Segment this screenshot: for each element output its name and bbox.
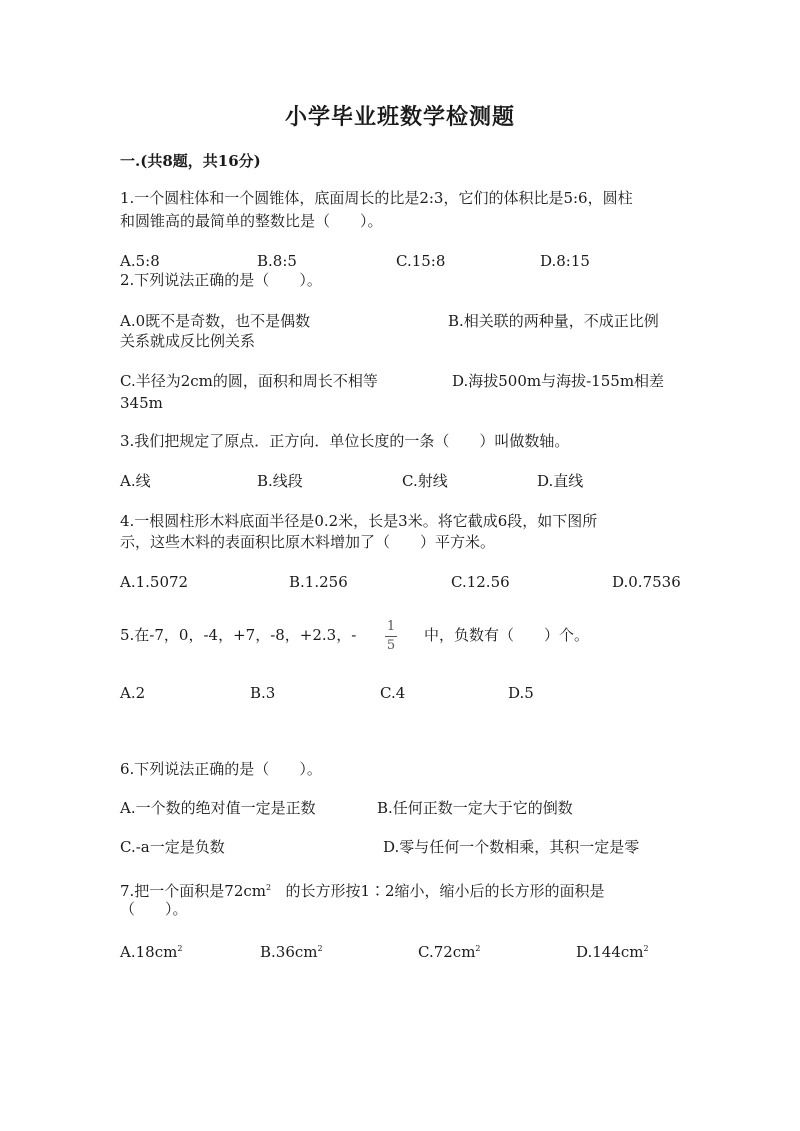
superscript-2: 2 <box>317 944 323 953</box>
q7-option-a-text: A.18cm <box>120 943 178 961</box>
q1-option-b: B.8:5 <box>257 252 297 270</box>
q7-stem-line1 <box>120 877 605 902</box>
q6-option-b: B.任何正数一定大于它的倒数 <box>377 799 573 817</box>
q2-option-b-cont: 关系就成反比例关系 <box>120 332 256 350</box>
section-heading: 一.(共8题，共16分) <box>120 152 261 170</box>
q4-stem-line1: 4.一根圆柱形木料底面半径是0.2米，长是3米。将它截成6段，如下图所 <box>120 512 598 530</box>
q7-option-b-text: B.36cm <box>260 943 318 961</box>
q3-option-c: C.射线 <box>402 472 448 490</box>
page-title: 小学毕业班数学检测题 <box>284 104 515 130</box>
q3-option-b: B.线段 <box>257 472 303 490</box>
q4-option-c: C.12.56 <box>451 573 510 591</box>
q5-option-c: C.4 <box>380 684 406 702</box>
q1-option-a: A.5:8 <box>120 252 160 270</box>
q4-option-d: D.0.7536 <box>612 573 681 591</box>
q1-stem-line1: 1.一个圆柱体和一个圆锥体，底面周长的比是2:3，它们的体积比是5:6，圆柱 <box>120 189 633 207</box>
q4-option-a: A.1.5072 <box>120 573 189 591</box>
q7-stem-part2: 的长方形按1∶2缩小，缩小后的长方形的面积是 <box>285 882 605 900</box>
q5-option-b: B.3 <box>250 684 276 702</box>
q7-option-d <box>576 938 649 963</box>
q7-option-a <box>120 938 182 963</box>
q5-fraction-denominator: 5 <box>386 638 396 653</box>
q5-stem-part2: 中，负数有（ ）个。 <box>424 626 590 644</box>
q6-option-c: C.-a一定是负数 <box>120 838 225 856</box>
q2-option-c: C.半径为2cm的圆，面积和周长不相等 <box>120 372 378 390</box>
superscript-2: 2 <box>266 883 272 892</box>
q4-option-b: B.1.256 <box>289 573 348 591</box>
q4-stem-line2: 示，这些木料的表面积比原木料增加了（ ）平方米。 <box>120 533 496 551</box>
q2-option-d-cont: 345m <box>120 394 163 412</box>
q7-stem-part1: 7.把一个面积是72cm <box>120 882 267 900</box>
superscript-2: 2 <box>643 944 649 953</box>
q7-stem-line2: （ ）。 <box>120 900 188 918</box>
superscript-2: 2 <box>475 944 481 953</box>
fraction-bar <box>385 636 397 637</box>
q7-option-b <box>260 938 323 963</box>
q2-option-a: A.0既不是奇数，也不是偶数 <box>120 312 311 330</box>
superscript-2: 2 <box>177 944 183 953</box>
q7-option-c <box>418 938 481 963</box>
q5-stem-part1: 5.在-7，0，-4，+7，-8，+2.3，- <box>120 626 357 644</box>
q1-option-c: C.15:8 <box>396 252 446 270</box>
q1-stem-line2: 和圆锥高的最简单的整数比是（ ）。 <box>120 212 383 230</box>
q1-option-d: D.8:15 <box>540 252 590 270</box>
q5-option-d: D.5 <box>508 684 534 702</box>
q6-option-d: D.零与任何一个数相乘，其积一定是零 <box>383 838 640 856</box>
q3-option-d: D.直线 <box>537 472 584 490</box>
q2-stem: 2.下列说法正确的是（ ）。 <box>120 271 322 289</box>
q5-fraction <box>385 620 397 652</box>
q5-option-a: A.2 <box>120 684 146 702</box>
q5-fraction-numerator: 1 <box>386 619 396 634</box>
q7-option-c-text: C.72cm <box>418 943 476 961</box>
q7-option-d-text: D.144cm <box>576 943 644 961</box>
q2-option-b: B.相关联的两种量，不成正比例 <box>448 312 659 330</box>
q3-option-a: A.线 <box>120 472 151 490</box>
q6-option-a: A.一个数的绝对值一定是正数 <box>120 799 316 817</box>
q3-stem: 3.我们把规定了原点．正方向．单位长度的一条（ ）叫做数轴。 <box>120 432 570 450</box>
q2-option-d: D.海拔500m与海拔-155m相差 <box>452 372 665 390</box>
q6-stem: 6.下列说法正确的是（ ）。 <box>120 760 322 778</box>
